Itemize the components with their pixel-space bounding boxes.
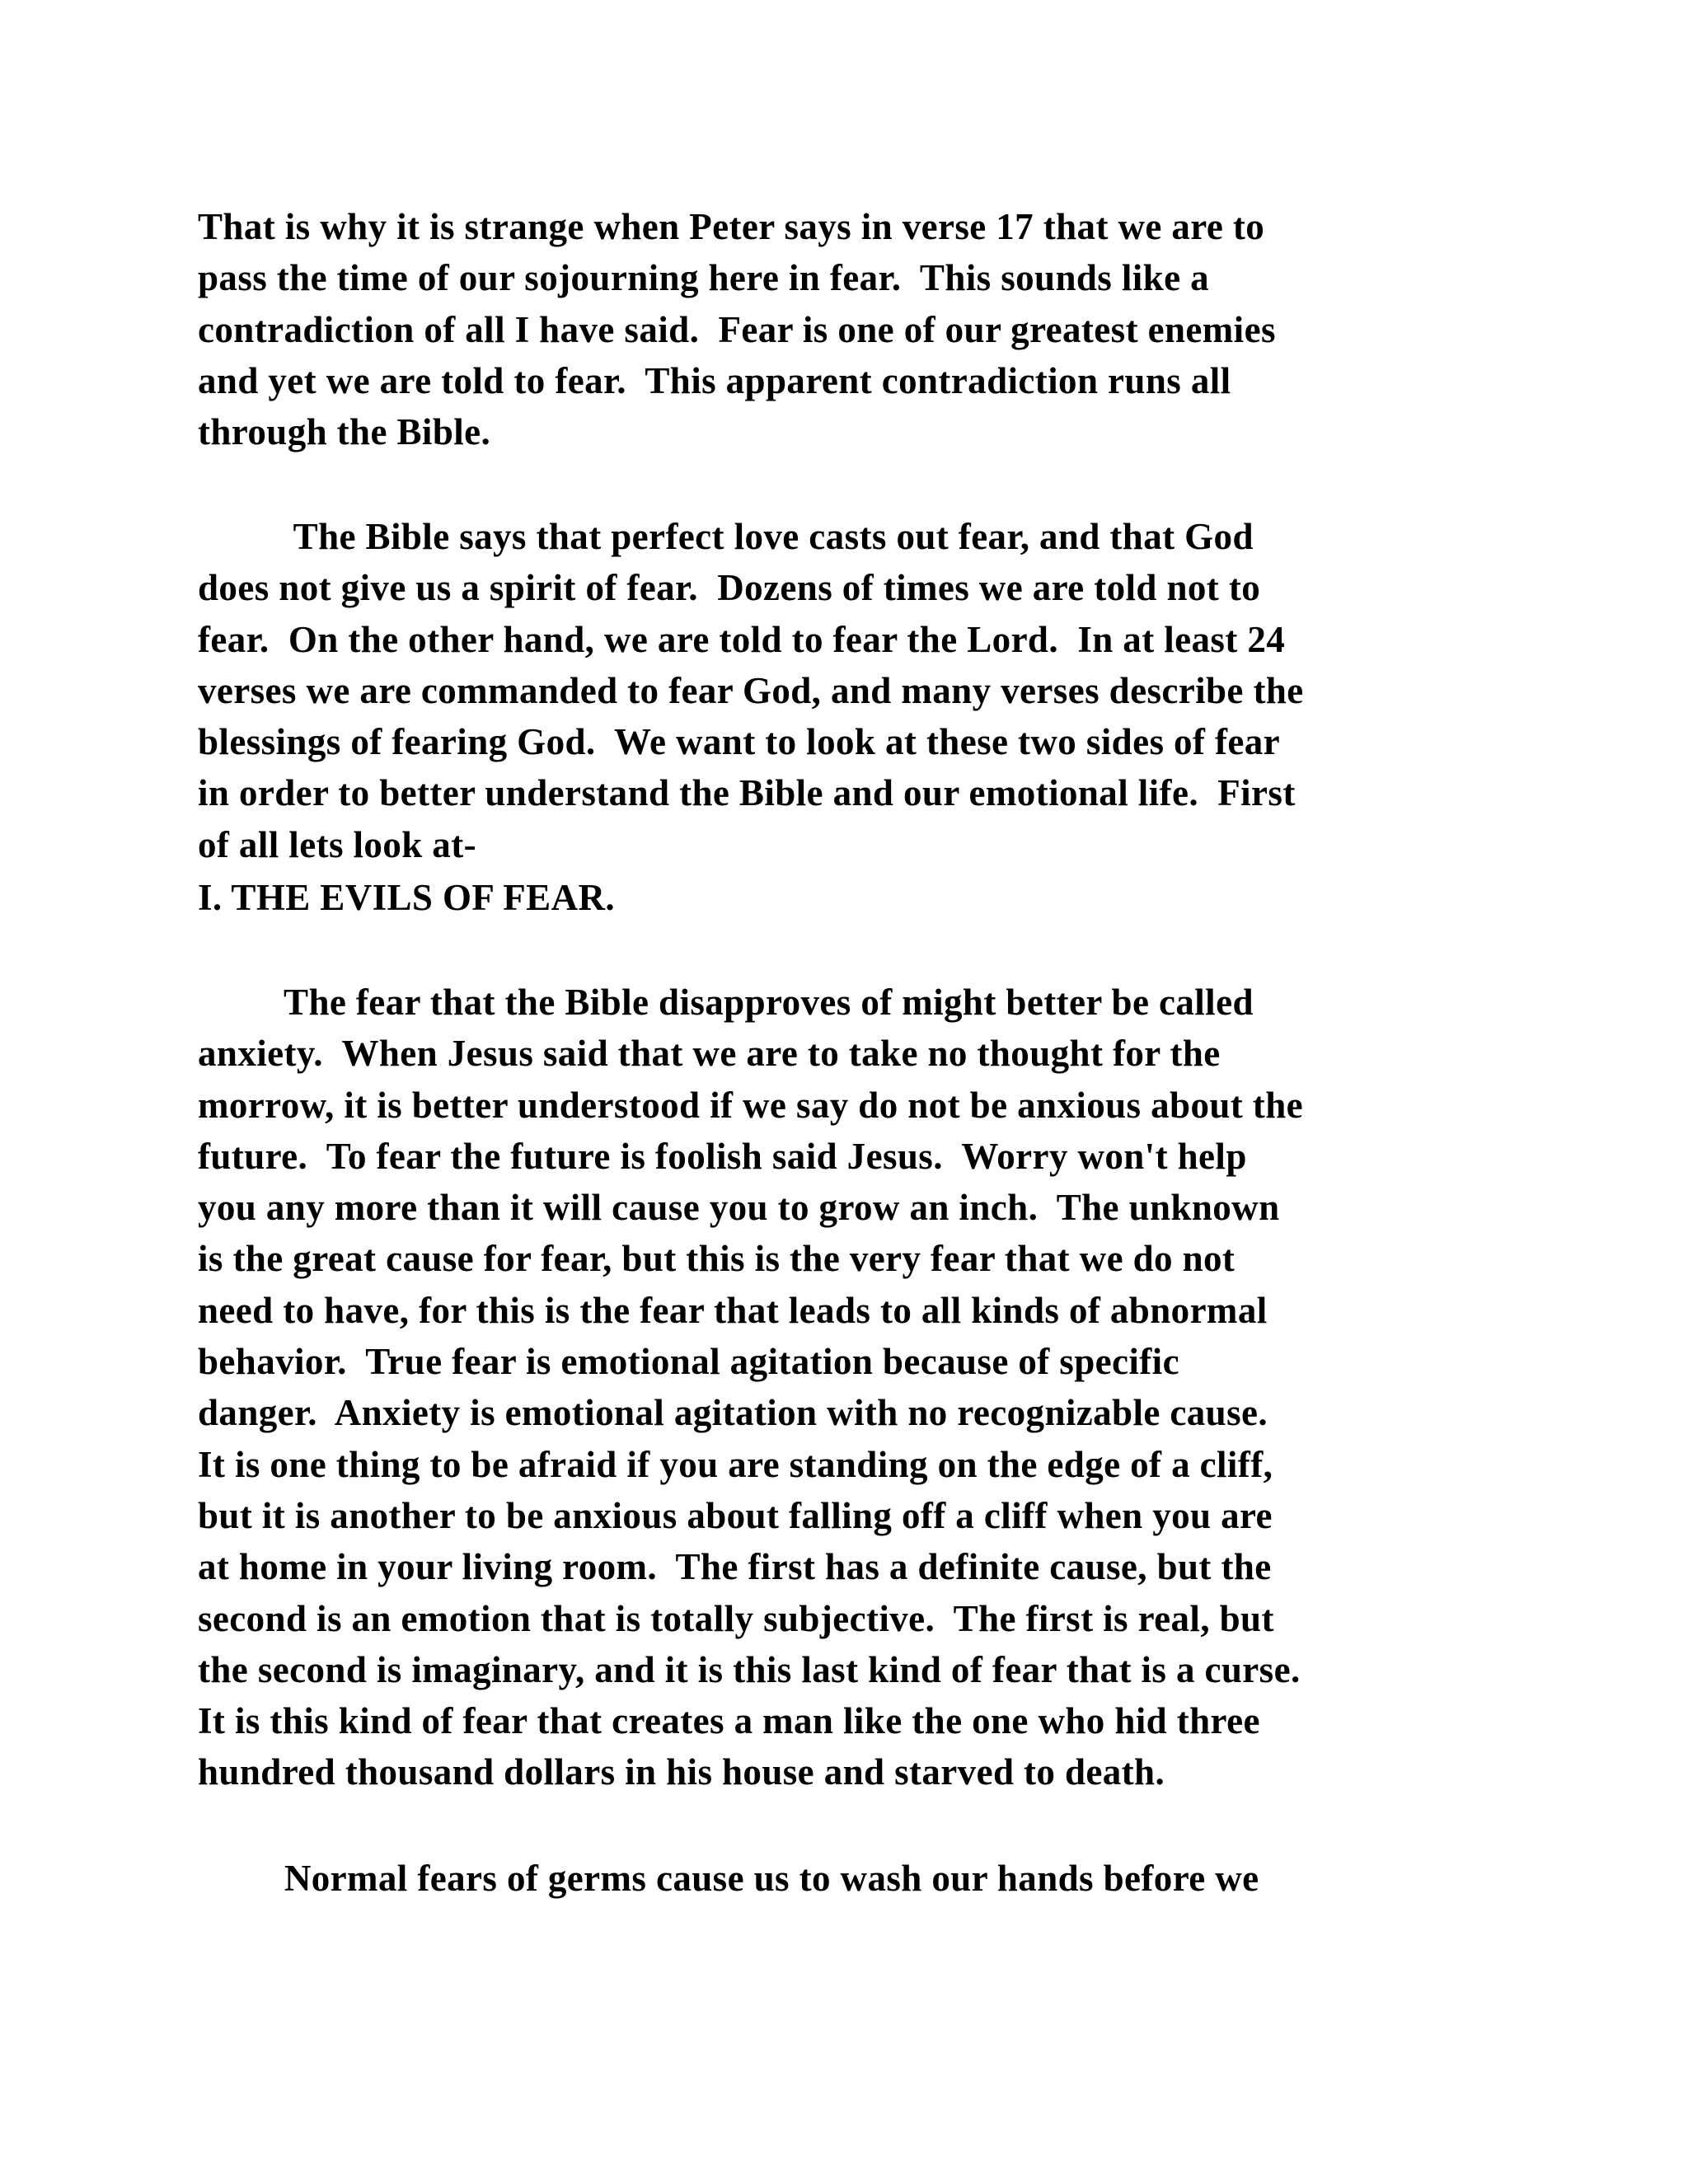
text-line: need to have, for this is the fear that leads to all kinds of abnormal: [198, 1289, 1268, 1331]
text-line: It is this kind of fear that creates a man like the one who hid three: [198, 1700, 1260, 1742]
paragraph-perfect-love: [198, 511, 1550, 870]
text-line: and yet we are told to fear. This apparent contradiction runs all: [198, 359, 1231, 401]
text-line: does not give us a spirit of fear. Dozens of times we are told not to: [198, 567, 1261, 609]
text-line: Normal fears of germs cause us to wash our hands before we: [198, 1858, 1259, 1899]
text-line: but it is another to be anxious about falling off a cliff when you are: [198, 1494, 1273, 1536]
text-line: of all lets look at-: [198, 823, 476, 865]
text-line: morrow, it is better understood if we say do not be anxious about the: [198, 1084, 1303, 1126]
text-line: at home in your living room. The first has a definite cause, but the: [198, 1546, 1272, 1588]
text-line: contradiction of all I have said. Fear is one of our greatest enemies: [198, 308, 1276, 350]
section-heading: [198, 872, 1550, 923]
text-line: is the great cause for fear, but this is the very fear that we do not: [198, 1238, 1236, 1280]
text-line: behavior. True fear is emotional agitation because of specific: [198, 1341, 1179, 1383]
paragraph-peter-verse-17: [198, 201, 1550, 457]
text-line: It is one thing to be afraid if you are standing on the edge of a cliff,: [198, 1443, 1273, 1485]
text-line: pass the time of our sojourning here in fear. This sounds like a: [198, 257, 1210, 299]
text-line: The Bible says that perfect love casts out fear, and that God: [198, 516, 1254, 557]
text-line: danger. Anxiety is emotional agitation with no recognizable cause.: [198, 1392, 1268, 1434]
text-line: you any more than it will cause you to grow an inch. The unknown: [198, 1187, 1280, 1229]
text-line: future. To fear the future is foolish said Jesus. Worry won't help: [198, 1135, 1247, 1177]
text-line: verses we are commanded to fear God, and many verses describe the: [198, 669, 1304, 711]
text-line: anxiety. When Jesus said that we are to take no thought for the: [198, 1033, 1221, 1075]
paragraph-anxiety: [198, 977, 1550, 1798]
text-line: hundred thousand dollars in his house and starved to death.: [198, 1751, 1165, 1793]
text-line: blessings of fearing God. We want to look at these two sides of fear: [198, 721, 1280, 763]
paragraph-normal-fears: [198, 1853, 1550, 1904]
text-line: That is why it is strange when Peter says in verse 17 that we are to: [198, 206, 1265, 247]
text-line: through the Bible.: [198, 411, 491, 453]
text-line: second is an emotion that is totally subjective. The first is real, but: [198, 1597, 1274, 1639]
heading-text: I. THE EVILS OF FEAR.: [198, 877, 616, 918]
text-line: The fear that the Bible disapproves of might better be called: [198, 982, 1254, 1023]
text-line: in order to better understand the Bible and our emotional life. First: [198, 772, 1296, 814]
text-line: fear. On the other hand, we are told to fear the Lord. In at least 24: [198, 618, 1286, 660]
text-line: the second is imaginary, and it is this last kind of fear that is a curse.: [198, 1648, 1301, 1690]
